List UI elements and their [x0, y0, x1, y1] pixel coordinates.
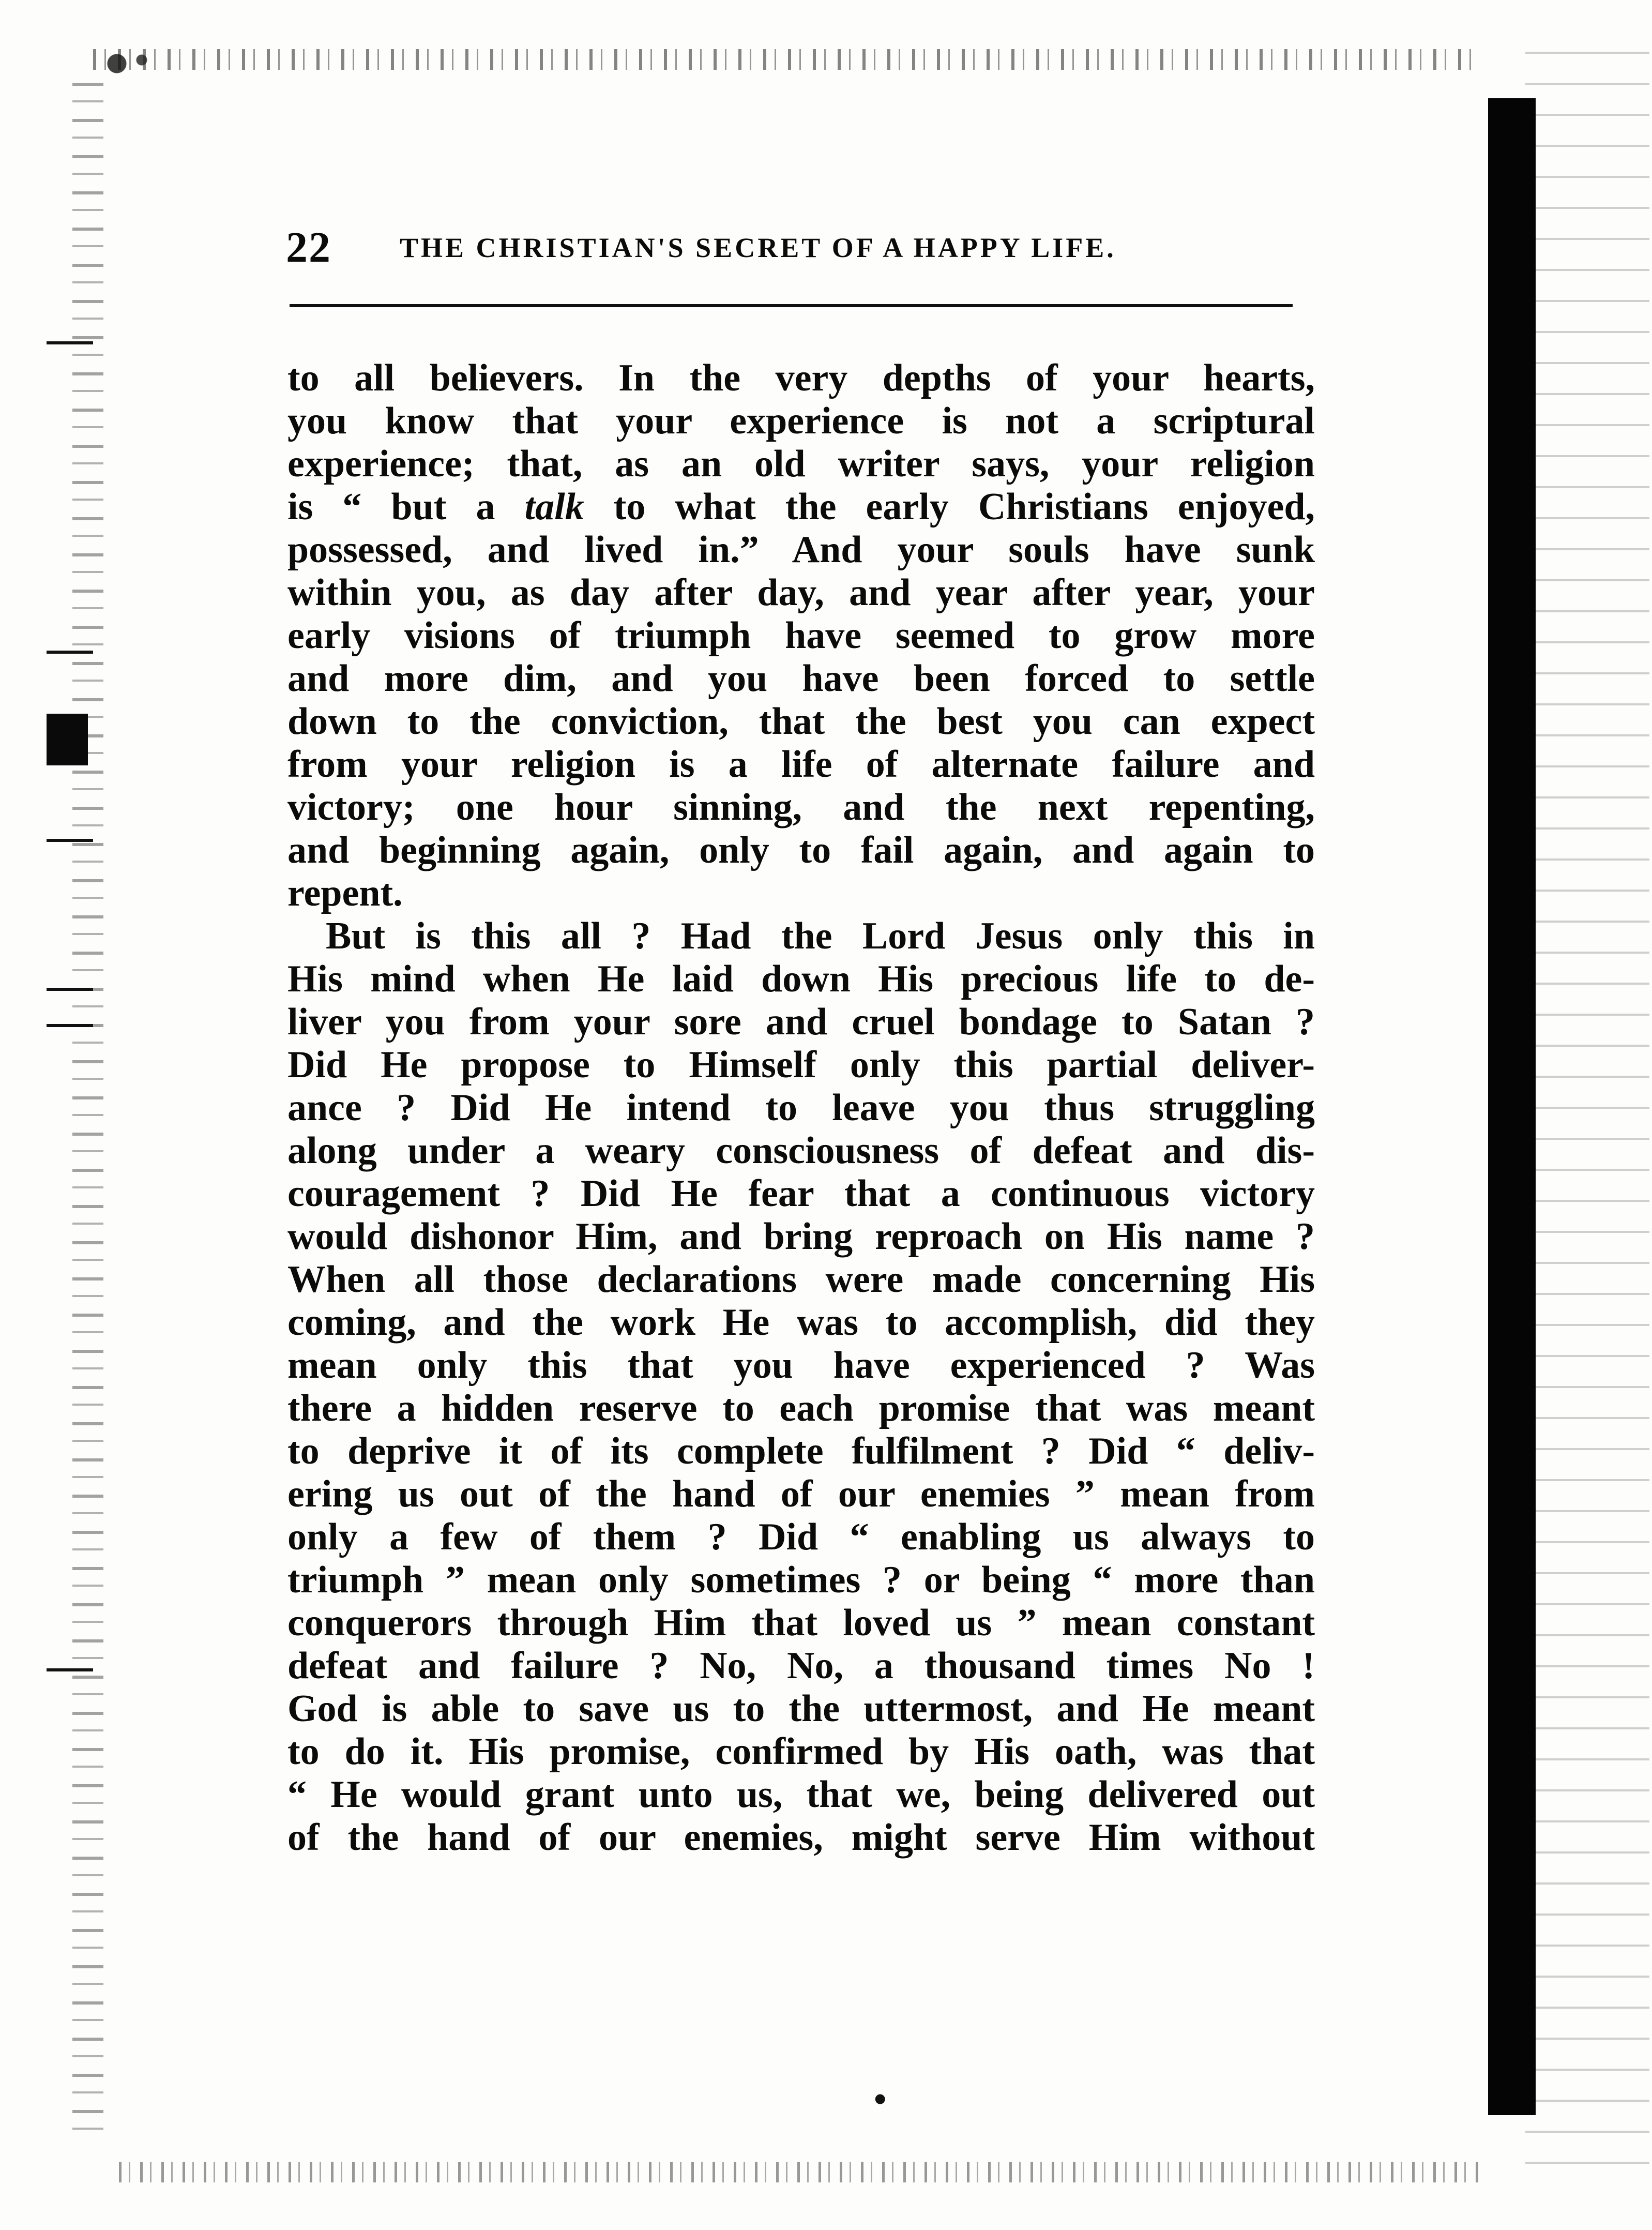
text-line: [287, 486, 1315, 529]
scan-edge-bottom: [119, 2162, 1484, 2182]
text-line: to do it. His promise, confirmed by His oath, was that: [287, 1730, 1315, 1773]
margin-ink-block: [47, 714, 88, 765]
text-line: along under a weary consciousness of defeat and dis-: [287, 1129, 1315, 1172]
text-line: and more dim, and you have been forced to settle: [287, 657, 1315, 700]
text-line: possessed, and lived in.” And your souls have sunk: [287, 529, 1315, 571]
binding-shadow-bar: [1488, 98, 1536, 2115]
text-run: is “ but a: [287, 486, 525, 528]
margin-tick: [47, 1668, 93, 1671]
text-line: to all believers. In the very depths of your hearts,: [287, 357, 1315, 399]
text-line: coming, and the work He was to accomplish, did they: [287, 1301, 1315, 1344]
margin-tick: [47, 988, 93, 991]
text-line: liver you from your sore and cruel bondage to Satan ?: [287, 1001, 1315, 1043]
text-line: ering us out of the hand of our enemies ” mean from: [287, 1473, 1315, 1515]
margin-ticks: [47, 0, 103, 2230]
text-line: “ He would grant unto us, that we, being delivered out: [287, 1773, 1315, 1816]
text-line: from your religion is a life of alternate failure and: [287, 743, 1315, 786]
ink-speck: •: [874, 2080, 887, 2119]
text-line: and beginning again, only to fail again, and again to: [287, 829, 1315, 871]
text-line: mean only this that you have experienced ? Was: [287, 1344, 1315, 1387]
running-head: [286, 222, 1299, 279]
text-line: to deprive it of its complete fulfilment ? Did “ deliv-: [287, 1430, 1315, 1472]
margin-tick: [47, 1024, 93, 1027]
scan-edge-right: [1525, 52, 1649, 2182]
text-line: only a few of them ? Did “ enabling us always to: [287, 1516, 1315, 1558]
text-line: defeat and failure ? No, No, a thousand times No !: [287, 1645, 1315, 1687]
text-line: within you, as day after day, and year after year, your: [287, 571, 1315, 614]
scan-edge-top: [93, 49, 1479, 70]
text-line: When all those declarations were made concerning His: [287, 1258, 1315, 1301]
page-number: 22: [286, 223, 331, 272]
text-line: victory; one hour sinning, and the next repenting,: [287, 786, 1315, 828]
body-text: [287, 357, 1315, 1859]
text-line: you know that your experience is not a scriptural: [287, 400, 1315, 442]
text-line: experience; that, as an old writer says, your religion: [287, 443, 1315, 485]
text-line: couragement ? Did He fear that a continuous victory: [287, 1172, 1315, 1215]
text-line: But is this all ? Had the Lord Jesus only this in: [326, 915, 1315, 957]
running-title: THE CHRISTIAN'S SECRET OF A HAPPY LIFE.: [400, 232, 1116, 263]
text-line: triumph ” mean only sometimes ? or being “ more than: [287, 1559, 1315, 1601]
margin-tick: [47, 651, 93, 654]
italic-word: talk: [524, 486, 584, 528]
text-line: ance ? Did He intend to leave you thus struggling: [287, 1087, 1315, 1129]
text-line: conquerors through Him that loved us ” mean constant: [287, 1602, 1315, 1644]
text-line: of the hand of our enemies, might serve Him without: [287, 1816, 1315, 1859]
paragraph-2: [287, 915, 1315, 1859]
text-line: would dishonor Him, and bring reproach on His name ?: [287, 1215, 1315, 1258]
margin-tick: [47, 341, 93, 344]
text-line: Did He propose to Himself only this partial deliver-: [287, 1044, 1315, 1086]
margin-tick: [47, 839, 93, 842]
text-line: there a hidden reserve to each promise that was meant: [287, 1387, 1315, 1429]
header-rule: [290, 304, 1293, 307]
text-line: God is able to save us to the uttermost, and He meant: [287, 1687, 1315, 1730]
text-line: down to the conviction, that the best you can expect: [287, 700, 1315, 743]
text-run: to what the early Christians enjoyed,: [584, 486, 1315, 528]
text-line: His mind when He laid down His precious life to de-: [287, 958, 1315, 1000]
paragraph-1: [287, 357, 1315, 915]
scan-edge-corner: [98, 49, 160, 85]
text-line: early visions of triumph have seemed to grow more: [287, 614, 1315, 657]
text-line: repent.: [287, 872, 403, 914]
